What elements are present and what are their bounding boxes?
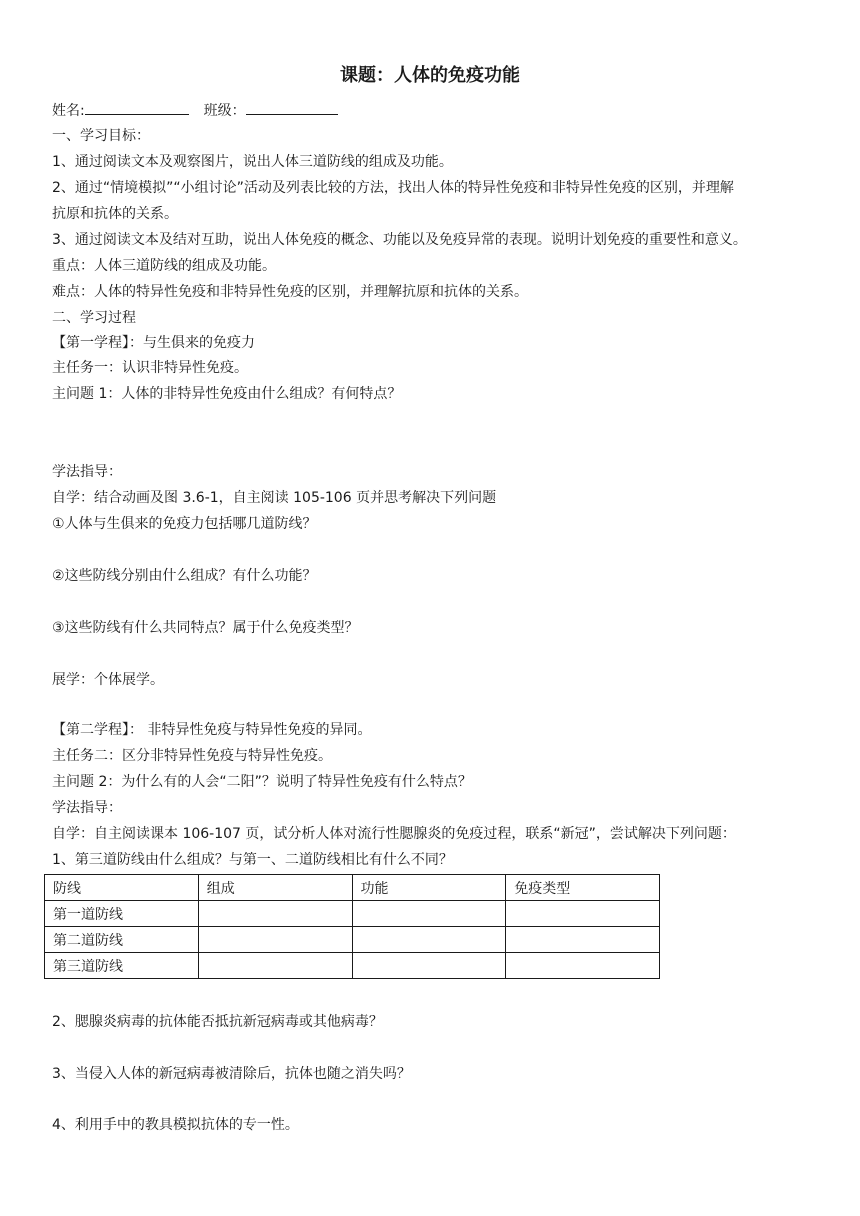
page-title: 课题：人体的免疫功能 — [340, 65, 520, 86]
problem-3: 3、当侵入人体的新冠病毒被清除后，抗体也随之消失吗？ — [52, 1066, 411, 1082]
table-header-cell: 组成 — [198, 875, 352, 901]
main-task-1: 主任务一：认识非特异性免疫。 — [52, 360, 248, 376]
main-question-2: 主问题 2：为什么有的人会“二阳”？说明了特异性免疫有什么特点？ — [52, 774, 472, 790]
table-cell[interactable] — [506, 901, 660, 927]
table-cell[interactable] — [352, 927, 506, 953]
table-row — [45, 901, 660, 927]
goal-item-2: 2、通过“情境模拟”“小组讨论”活动及列表比较的方法，找出人体的特异性免疫和非特异性免疫的区别，并理解 — [52, 180, 734, 196]
study-guide-2: 学法指导： — [52, 800, 122, 816]
key-point: 重点：人体三道防线的组成及功能。 — [52, 258, 276, 274]
class-blank[interactable] — [246, 100, 338, 115]
student-info-row — [52, 100, 338, 121]
table-cell[interactable] — [198, 927, 352, 953]
sub-question-1: ①人体与生俱来的免疫力包括哪几道防线？ — [52, 516, 317, 532]
table-header-cell: 免疫类型 — [506, 875, 660, 901]
table-row — [45, 927, 660, 953]
main-task-2: 主任务二：区分非特异性免疫与特异性免疫。 — [52, 748, 332, 764]
problem-1: 1、第三道防线由什么组成？与第一、二道防线相比有什么不同？ — [52, 852, 453, 868]
table-row — [45, 953, 660, 979]
study-guide-1: 学法指导： — [52, 464, 122, 480]
goal-item-3: 3、通过阅读文本及结对互助，说出人体免疫的概念、功能以及免疫异常的表现。说明计划免疫的重要性和意义。 — [52, 232, 747, 248]
difficulty-point: 难点：人体的特异性免疫和非特异性免疫的区别，并理解抗原和抗体的关系。 — [52, 284, 528, 300]
table-cell[interactable] — [198, 953, 352, 979]
defense-lines-table — [44, 874, 660, 979]
self-study-2: 自学：自主阅读课本 106-107 页，试分析人体对流行性腮腺炎的免疫过程，联系“新冠”，尝试解决下列问题： — [52, 826, 736, 842]
name-label: 姓名: — [52, 103, 85, 119]
table-header-cell: 防线 — [45, 875, 199, 901]
main-question-1: 主问题 1：人体的非特异性免疫由什么组成？有何特点？ — [52, 386, 402, 402]
problem-4: 4、利用手中的教具模拟抗体的专一性。 — [52, 1117, 299, 1133]
table-header-row — [45, 875, 660, 901]
sub-question-2: ②这些防线分别由什么组成？有什么功能？ — [52, 568, 317, 584]
stage-1-heading: 【第一学程】：与生俱来的免疫力 — [52, 335, 255, 351]
table-cell: 第三道防线 — [45, 953, 199, 979]
table-cell[interactable] — [352, 901, 506, 927]
class-label: 班级： — [203, 103, 246, 119]
problem-2: 2、腮腺炎病毒的抗体能否抵抗新冠病毒或其他病毒？ — [52, 1014, 383, 1030]
sub-question-3: ③这些防线有什么共同特点？属于什么免疫类型？ — [52, 620, 359, 636]
section-heading-process: 二、学习过程 — [52, 310, 136, 326]
table-cell: 第二道防线 — [45, 927, 199, 953]
self-study-1: 自学：结合动画及图 3.6-1，自主阅读 105-106 页并思考解决下列问题 — [52, 490, 497, 506]
stage-2-heading: 【第二学程】： 非特异性免疫与特异性免疫的异同。 — [52, 722, 372, 738]
table-cell[interactable] — [506, 953, 660, 979]
table-header-cell: 功能 — [352, 875, 506, 901]
show-study-1: 展学：个体展学。 — [52, 672, 164, 688]
table-cell[interactable] — [352, 953, 506, 979]
section-heading-goals: 一、学习目标： — [52, 128, 150, 144]
table-cell[interactable] — [506, 927, 660, 953]
name-blank[interactable] — [85, 100, 189, 115]
table-cell[interactable] — [198, 901, 352, 927]
goal-item-1: 1、通过阅读文本及观察图片，说出人体三道防线的组成及功能。 — [52, 154, 453, 170]
goal-item-2-cont: 抗原和抗体的关系。 — [52, 206, 178, 222]
table-cell: 第一道防线 — [45, 901, 199, 927]
